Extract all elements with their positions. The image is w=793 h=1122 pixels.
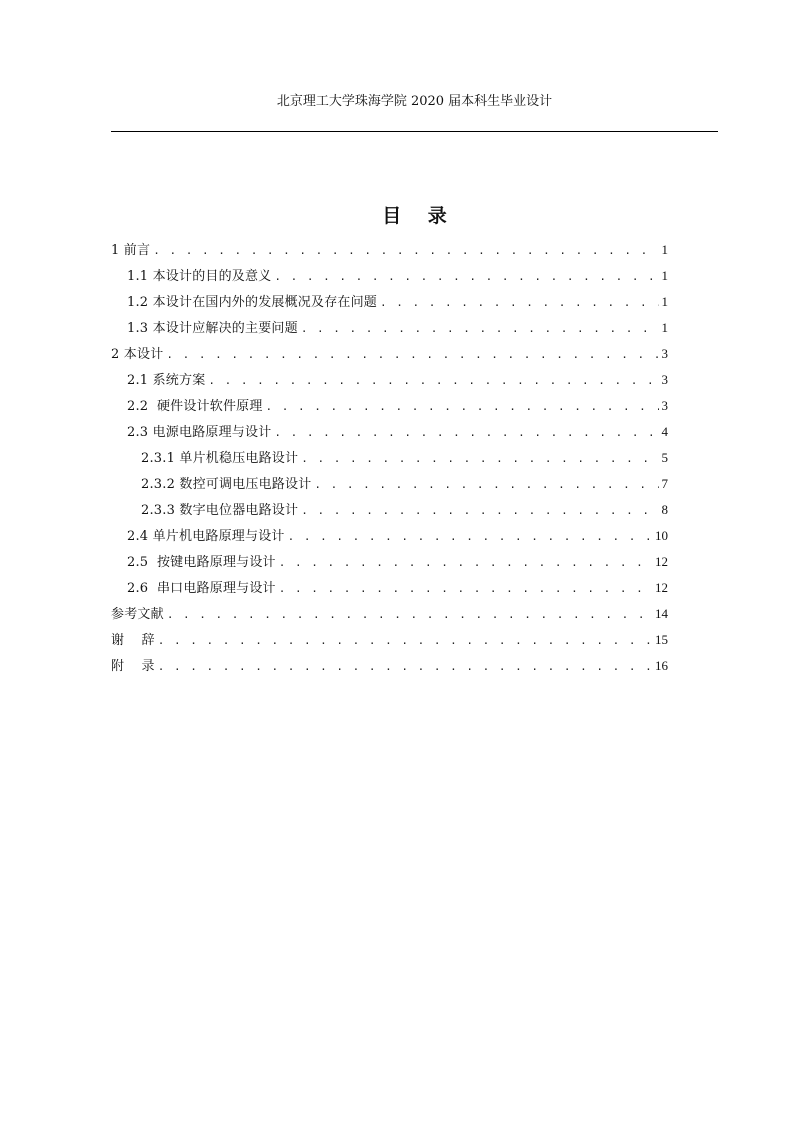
toc-entry[interactable] (111, 445, 668, 471)
table-of-contents (111, 237, 668, 679)
toc-entry-page: 12 (655, 580, 668, 595)
toc-entry-page: 1 (661, 320, 668, 335)
toc-entry[interactable] (111, 497, 668, 523)
toc-entry-page: 14 (655, 606, 668, 621)
toc-entry-label: 附 录 (111, 659, 155, 674)
toc-dot-leader (288, 524, 652, 550)
toc-entry[interactable] (111, 289, 668, 315)
toc-entry-label: 参考文献 (111, 607, 164, 622)
toc-entry-label: 2 本设计 (111, 347, 164, 362)
toc-entry-label: 2.3.2 数控可调电压电路设计 (141, 477, 312, 492)
toc-dot-leader (279, 576, 652, 602)
toc-entry[interactable] (111, 549, 668, 575)
toc-entry-label: 1.2 本设计在国内外的发展概况及存在问题 (127, 295, 378, 310)
toc-entry-page: 12 (655, 554, 668, 569)
header-rule (111, 131, 718, 132)
toc-entry-page: 3 (661, 372, 668, 387)
toc-dot-leader (314, 472, 658, 498)
toc-dot-leader (301, 446, 658, 472)
toc-entry[interactable] (111, 367, 668, 393)
toc-entry-label: 谢 辞 (111, 633, 155, 648)
toc-entry[interactable] (111, 315, 668, 341)
toc-entry-page: 3 (661, 346, 668, 361)
toc-entry-label: 1 前言 (111, 243, 151, 258)
toc-entry-label: 2.2 硬件设计软件原理 (127, 399, 263, 414)
toc-entry-page: 1 (661, 294, 668, 309)
toc-entry-label: 1.1 本设计的目的及意义 (127, 269, 272, 284)
toc-entry-page: 7 (661, 476, 668, 491)
toc-entry-label: 2.3.3 数字电位器电路设计 (141, 503, 299, 518)
toc-dot-leader (266, 394, 659, 420)
toc-entry-label: 2.1 系统方案 (127, 373, 206, 388)
toc-entry-label: 2.6 串口电路原理与设计 (127, 581, 276, 596)
toc-entry[interactable] (111, 601, 668, 627)
toc-title: 目 录 (382, 205, 447, 227)
toc-entry-page: 4 (661, 424, 668, 439)
toc-entry-page: 3 (661, 398, 668, 413)
toc-dot-leader (274, 420, 658, 446)
toc-dot-leader (158, 628, 652, 654)
toc-dot-leader (153, 238, 658, 264)
toc-entry[interactable] (111, 653, 668, 679)
toc-entry[interactable] (111, 341, 668, 367)
toc-entry-page: 1 (661, 268, 668, 283)
toc-dot-leader (301, 498, 658, 524)
toc-entry-page: 16 (655, 658, 668, 673)
toc-dot-leader (158, 654, 652, 680)
toc-entry[interactable] (111, 627, 668, 653)
toc-dot-leader (167, 602, 652, 628)
toc-entry-label: 2.4 单片机电路原理与设计 (127, 529, 285, 544)
toc-entry[interactable] (111, 237, 668, 263)
toc-entry[interactable] (111, 419, 668, 445)
toc-entry-page: 1 (661, 242, 668, 257)
toc-entry-page: 8 (661, 502, 668, 517)
toc-entry-page: 15 (655, 632, 668, 647)
toc-dot-leader (166, 342, 658, 368)
toc-entry[interactable] (111, 523, 668, 549)
toc-entry-label: 2.5 按键电路原理与设计 (127, 555, 276, 570)
toc-dot-leader (380, 290, 658, 316)
toc-entry-label: 1.3 本设计应解决的主要问题 (127, 321, 298, 336)
toc-entry[interactable] (111, 263, 668, 289)
toc-entry[interactable] (111, 575, 668, 601)
toc-entry[interactable] (111, 393, 668, 419)
toc-entry-page: 10 (655, 528, 668, 543)
toc-dot-leader (301, 316, 659, 342)
toc-entry[interactable] (111, 471, 668, 497)
toc-entry-page: 5 (661, 450, 668, 465)
toc-entry-label: 2.3.1 单片机稳压电路设计 (141, 451, 299, 466)
toc-dot-leader (274, 264, 658, 290)
toc-entry-label: 2.3 电源电路原理与设计 (127, 425, 272, 440)
running-header: 北京理工大学珠海学院 2020 届本科生毕业设计 (276, 94, 553, 109)
toc-dot-leader (208, 368, 658, 394)
toc-dot-leader (279, 550, 652, 576)
